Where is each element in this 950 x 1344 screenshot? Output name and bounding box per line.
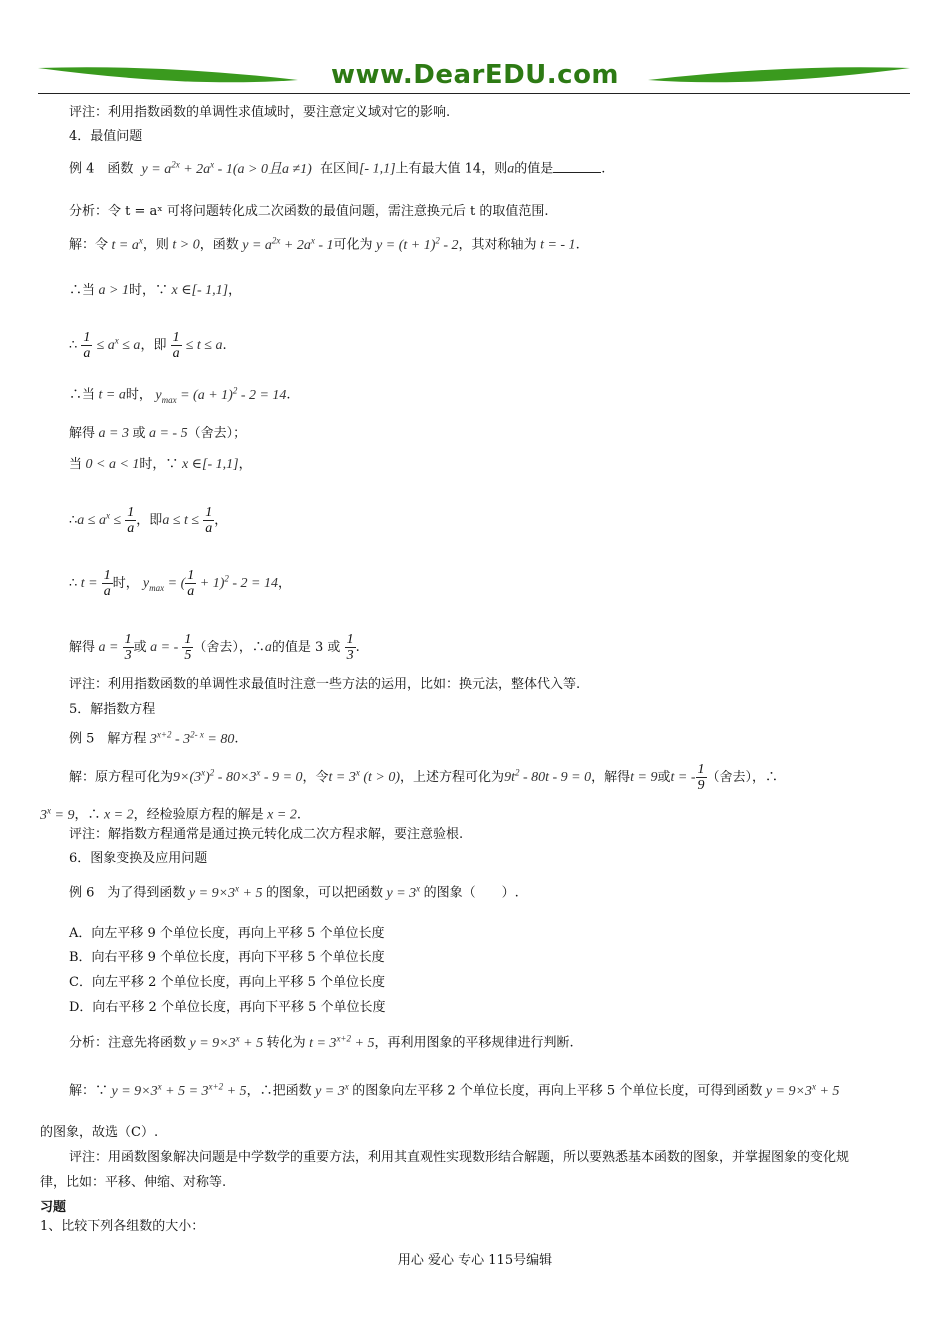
solution-4-line-2: ∴当 a > 1时，∵ x ∈[- 1,1]，: [69, 283, 242, 298]
page-footer: 用心 爱心 专心 115号编辑: [397, 1253, 553, 1268]
option-a: A．向左平移 9 个单位长度，再向上平移 5 个单位长度: [69, 926, 385, 941]
section-6-title: 6．图象变换及应用问题: [69, 851, 208, 866]
solution-4-line-4: ∴当 t = a时， $y_{max} = (a + 1)^2 - 2 = 14$.: [69, 385, 291, 405]
site-logo[interactable]: www.DearEDU.com: [330, 60, 620, 90]
section-4-title: 4．最值问题: [69, 129, 143, 144]
solution-4-line-6: 当 0 < a < 1时，∵ x ∈[- 1,1]，: [69, 457, 252, 472]
example-4: 例 4 函数 $y = a^{2x} + 2a^x - 1(a > 0$且a ≠1) 在区间[- 1,1]上有最大值 14，则a的值是 .: [69, 159, 606, 177]
comment-6-line-1: 评注：用函数图象解决问题是中学数学的重要方法，利用其直观性实现数形结合解题，所以要熟悉基本函数的图象，并掌握图象的变化规: [69, 1150, 850, 1165]
comment-5: 评注：解指数方程通常是通过换元转化成二次方程求解，要注意验根.: [69, 827, 464, 842]
section-5-title: 5．解指数方程: [69, 702, 156, 717]
solution-4-line-1: 解：令 $t = a^x$，则 t > 0，函数 $y = a^{2x} + 2a^x - 1$可化为 $y = (t + 1)^2 - 2$，其对称轴为 t = - 1.: [69, 235, 580, 253]
solution-5-line-1: 解：原方程可化为$9\times(3^x)^2 - 80\times 3^x - 9 = 0$，令$t = 3^x$ (t > 0)，上述方程可化为$9t^2 - 80t - 9 = 0$，解得t = 9或t = - $\frac{1}{9}$ （舍去），∴: [69, 762, 779, 793]
solution-6-line-1: 解：∵ $y = 9\times 3^x + 5 = 3^{x+2} + 5$，∴把函数 $y = 3^x$ 的图象向左平移 2 个单位长度，再向上平移 5 个单位长度，可得到函数 $y = 9\times 3^x + 5$: [69, 1081, 840, 1099]
exercise-1: 1、比较下列各组数的大小：: [40, 1219, 205, 1234]
comment-1: 评注：利用指数函数的单调性求值域时，要注意定义域对它的影响.: [69, 105, 451, 120]
option-c: C．向左平移 2 个单位长度，再向上平移 5 个单位长度: [69, 975, 386, 990]
solution-4-line-5: 解得 a = 3 或 a = - 5（舍去）；: [69, 426, 247, 441]
comment-4: 评注：利用指数函数的单调性求最值时注意一些方法的运用，比如：换元法，整体代入等.: [69, 677, 581, 692]
header-divider: [38, 93, 910, 94]
option-b: B．向右平移 9 个单位长度，再向下平移 5 个单位长度: [69, 950, 385, 965]
solution-4-line-9: 解得 a = $\frac{1}{3}$ 或 a = - $\frac{1}{5}$ （舍去），∴a的值是 3 或 $\frac{1}{3}$ .: [69, 632, 360, 663]
example-5: 例 5 解方程 $3^{x+2} - 3^{2- x} = 80$.: [69, 729, 239, 747]
option-d: D．向右平移 2 个单位长度，再向下平移 5 个单位长度: [69, 1000, 386, 1015]
analysis-4: 分析：令 t = aˣ 可将问题转化成二次函数的最值问题，需注意换元后 t 的取值范围.: [69, 204, 549, 219]
solution-4-line-7: ∴a ≤ $a^x$ ≤ $\frac{1}{a}$ ，即a ≤ t ≤ $\frac{1}{a}$ ，: [69, 505, 228, 536]
comment-6-line-2: 律，比如：平移、伸缩、对称等.: [40, 1175, 227, 1190]
exercises-heading: 习题: [40, 1200, 67, 1215]
solution-4-line-3: ∴ $\frac{1}{a}$ ≤ $a^x \le a$，即 $\frac{1}{a}$ ≤ t ≤ a.: [69, 330, 227, 361]
solution-5-line-2: $3^x = 9$，∴ x = 2，经检验原方程的解是 x = 2.: [40, 805, 301, 823]
solution-6-line-2: 的图象，故选（C）.: [40, 1125, 159, 1140]
solution-4-line-8: ∴ t = $\frac{1}{a}$ 时， $y_{max}$ = ( $\frac{1}{a}$ + 1)$^2$ - 2 = 14，: [69, 568, 291, 599]
example-6: 例 6 为了得到函数 $y = 9\times 3^x + 5$ 的图象，可以把函数 $y = 3^x$ 的图象（ ）.: [69, 883, 519, 901]
analysis-6: 分析：注意先将函数 $y = 9\times 3^x + 5$ 转化为 $t = 3^{x+2} + 5$，再利用图象的平移规律进行判断.: [69, 1033, 574, 1051]
